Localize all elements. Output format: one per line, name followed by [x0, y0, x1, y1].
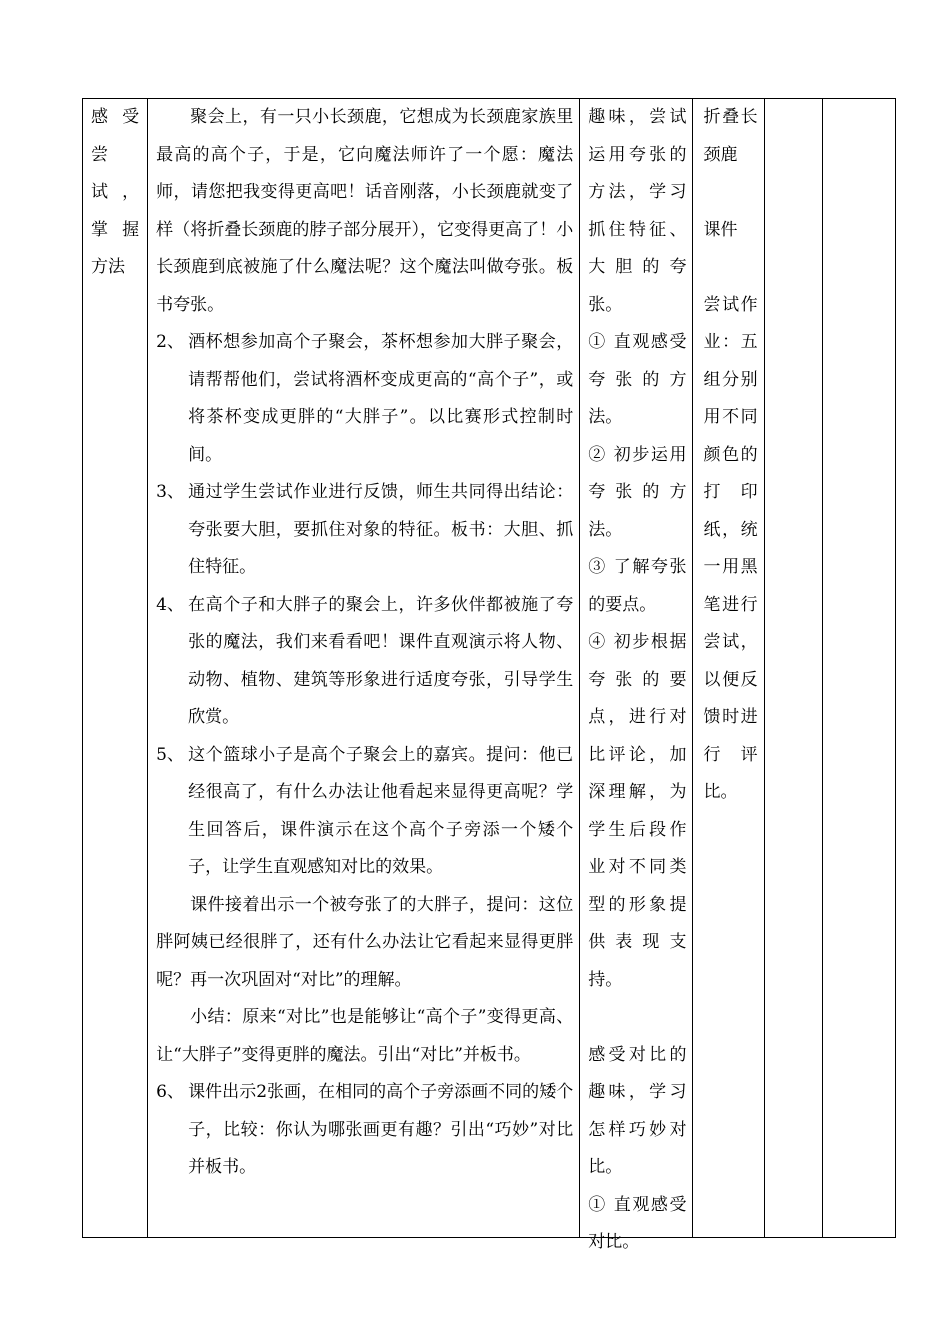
item-number: 4、 — [156, 594, 184, 615]
item-text: 通过学生尝试作业进行反馈，师生共同得出结论：夸张要大胆，要抓住对象的特征。板书：大胆、抓住特征。 — [188, 482, 574, 577]
process-item — [156, 587, 573, 737]
empty-cell — [822, 99, 895, 1238]
purpose-point: ② 初步运用夸张的方法。 — [588, 444, 687, 540]
spacer — [588, 999, 686, 1037]
empty-cell — [764, 99, 822, 1238]
process-summary: 小结：原来“对比”也是能够让“高个子”变得更高、让“大胖子”变得更胖的魔法。引出“对比”并板书。 — [156, 1007, 574, 1065]
item-text: 这个篮球小子是高个子聚会上的嘉宾。提问：他已经很高了，有什么办法让他看起来显得更高呢？学生回答后，课件演示在这个高个子旁添一个矮个子，让学生直观感知对比的效果。 — [188, 744, 574, 877]
item-number: 5、 — [156, 744, 184, 765]
media-item: 折叠长颈鹿 — [703, 107, 758, 165]
purpose-point: ③ 了解夸张的要点。 — [588, 557, 687, 615]
item-number: 3、 — [156, 482, 184, 502]
stage-cell — [83, 99, 148, 1238]
process-item — [156, 474, 573, 587]
purpose-point: ④ 初步根据夸张的要点，进行对比评论，加深理解，为学生后段作业对不同类型的形象提供表现支持。 — [588, 632, 687, 990]
process-paragraph: 课件接着出示一个被夸张了的大胖子，提问：这位胖阿姨已经很胖了，还有什么办法让它看起来显得更胖呢？再一次巩固对“对比”的理解。 — [156, 894, 574, 990]
item-text: 在高个子和大胖子的聚会上，许多伙伴都被施了夸张的魔法，我们来看看吧！课件直观演示将人物、动物、植物、建筑等形象进行适度夸张，引导学生欣赏。 — [188, 594, 574, 727]
purpose-text: 感受对比的趣味，学习怎样巧妙对比。 — [588, 1044, 687, 1177]
spacer — [703, 249, 757, 287]
purpose-cell — [580, 99, 693, 1252]
table-row — [83, 99, 896, 1238]
process-item — [156, 1074, 573, 1187]
item-text: 酒杯想参加高个子聚会，茶杯想参加大胖子聚会，请帮帮他们，尝试将酒杯变成更高的“高个子”，或将茶杯变成更胖的“大胖子”。以比赛形式控制时间。 — [188, 332, 574, 465]
process-item — [156, 737, 573, 887]
media-item: 课件 — [703, 219, 738, 240]
process-item — [156, 324, 573, 474]
item-number: 6、 — [156, 1082, 184, 1102]
purpose-text: 趣味，尝试运用夸张的方法，学习抓住特征、大胆的夸张。 — [588, 107, 687, 315]
spacer — [703, 174, 757, 212]
process-intro: 聚会上，有一只小长颈鹿，它想成为长颈鹿家族里最高的高个子，于是，它向魔法师许了一个愿：魔法师，请您把我变得更高吧！话音刚落，小长颈鹿就变了样（将折叠长颈鹿的脖子部分展开），它变得更高了！小长颈鹿到底被施了什么魔法呢？这个魔法叫做夸张。板书夸张。 — [156, 107, 574, 315]
item-text: 课件出示2张画，在相同的高个子旁添画不同的矮个子，比较：你认为哪张画更有趣？引出“巧妙”对比并板书。 — [188, 1082, 574, 1177]
purpose-point: ① 直观感受夸张的方法。 — [588, 332, 687, 427]
item-number: 2、 — [156, 332, 184, 352]
media-item: 尝试作业：五组分别用不同颜色的打印纸，统一用黑笔进行尝试，以便反馈时进行评比。 — [703, 294, 758, 802]
process-cell — [148, 99, 580, 1238]
purpose-point: ① 直观感受对比。 — [588, 1194, 687, 1252]
lesson-plan-table — [82, 98, 896, 1252]
media-cell — [693, 99, 764, 1238]
stage-label: 感受尝试，掌握方法 — [91, 107, 140, 277]
